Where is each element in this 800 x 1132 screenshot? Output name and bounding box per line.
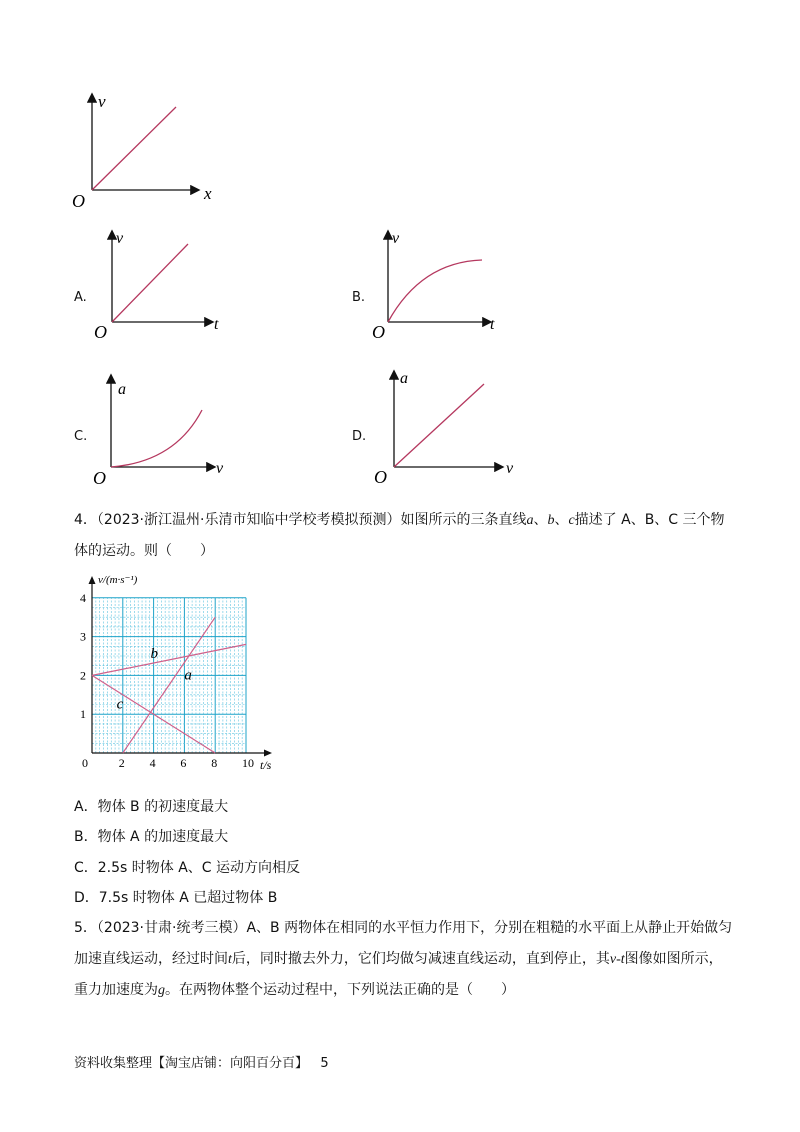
- page-number: 5: [320, 1056, 329, 1071]
- q5-var-g: g: [158, 983, 165, 998]
- q4-sep-1: 、: [533, 512, 548, 528]
- q4-text-2: 描述了 A、B、C 三个物: [574, 512, 725, 528]
- option-d-y-label: a: [400, 370, 408, 387]
- q5-text-2a: 加速直线运动，经过时间: [74, 951, 228, 967]
- option-d-origin: O: [374, 467, 387, 487]
- option-c-y-label: a: [118, 381, 126, 398]
- q4-line-1: [74, 510, 725, 531]
- option-a-x-label: t: [214, 316, 219, 333]
- y-tick-label: 2: [80, 668, 86, 683]
- y-axis-arrow: [89, 576, 96, 584]
- page-footer: [74, 1052, 329, 1071]
- x-tick-label: 4: [149, 756, 156, 770]
- q4-var-c: c: [568, 513, 575, 528]
- option-a-y-label: v: [116, 230, 124, 247]
- x-axis-title: t/s: [260, 758, 272, 772]
- q4-var-b: b: [547, 513, 555, 528]
- q5-text-3a: 重力加速度为: [74, 982, 158, 998]
- q5-line-3: [74, 980, 515, 1001]
- y-tick-label: 1: [80, 707, 86, 722]
- q5-source: （2023·甘肃·统考三模）: [96, 920, 247, 936]
- chart-axes: [89, 576, 273, 757]
- chart-grid: [92, 598, 246, 753]
- top-x-axis-label: x: [204, 184, 212, 203]
- q5-line-1: [74, 918, 732, 938]
- option-a-graph: [88, 226, 238, 344]
- x-tick-label: 8: [211, 756, 218, 770]
- q4-text-1: 如图所示的三条直线: [400, 512, 527, 528]
- x-tick-label: 10: [242, 756, 254, 770]
- x-tick-label: 0: [82, 756, 88, 770]
- top-origin-label: O: [72, 191, 85, 211]
- option-c-x-label: v: [216, 460, 224, 477]
- y-tick-label: 4: [80, 590, 86, 605]
- q5-line-2: [74, 949, 723, 970]
- option-b-y-label: v: [392, 230, 400, 247]
- series-label-c: c: [116, 696, 124, 713]
- option-b-origin: O: [372, 322, 385, 342]
- q4-choice-c[interactable]: C．2.5s 时物体 A、C 运动方向相反: [74, 860, 301, 876]
- option-a-origin: O: [94, 322, 107, 342]
- y-tick-label: 3: [80, 629, 86, 644]
- option-c-origin: O: [93, 468, 106, 488]
- top-y-axis-label: v: [98, 92, 106, 111]
- q5-text-2c: 图像如图所示，: [624, 951, 723, 967]
- q4-line-2: 体的运动。则（ ）: [74, 543, 214, 559]
- option-d-x-label: v: [506, 460, 514, 477]
- q5-text-2b: 后，同时撤去外力，它们均做匀减速直线运动，直到停止，其: [231, 951, 610, 967]
- q4-source: （2023·浙江温州·乐清市知临中学校考模拟预测）: [96, 512, 401, 528]
- q4-choice-a[interactable]: A．物体 B 的初速度最大: [74, 799, 229, 815]
- q5-text-1: A、B 两物体在相同的水平恒力作用下，分别在粗糙的水平面上从静止开始做匀: [246, 920, 733, 936]
- q4-var-a: a: [526, 513, 534, 528]
- option-d-letter: D.: [352, 429, 367, 444]
- option-c-graph: [90, 370, 240, 488]
- q5-text-3b: 。在两物体整个运动过程中，下列说法正确的是（ ）: [165, 982, 515, 998]
- q4-number: 4．: [74, 512, 97, 528]
- x-axis-arrow: [264, 750, 272, 757]
- series-label-b: b: [150, 645, 159, 662]
- q4-vt-chart: [62, 566, 292, 776]
- x-tick-label: 2: [118, 756, 125, 770]
- q4-sep-2: 、: [554, 512, 569, 528]
- option-a-letter: A.: [74, 290, 87, 305]
- chart-labels: [80, 574, 272, 772]
- series-label-a: a: [184, 667, 192, 684]
- option-c-letter: C.: [74, 429, 88, 444]
- option-b-graph: [366, 226, 516, 344]
- q4-choice-d[interactable]: D．7.5s 时物体 A 已超过物体 B: [74, 890, 278, 906]
- q4-choice-b[interactable]: B．物体 A 的加速度最大: [74, 829, 229, 845]
- option-d-graph: [372, 366, 532, 488]
- y-axis-title: v/(m·s⁻¹): [98, 574, 138, 586]
- option-b-x-label: t: [490, 316, 495, 333]
- x-tick-label: 6: [180, 756, 187, 770]
- top-v-x-graph: [60, 85, 230, 215]
- q5-number: 5．: [74, 920, 97, 936]
- footer-text: 资料收集整理【淘宝店铺：向阳百分百】: [74, 1056, 309, 1071]
- q5-var-vt: v-t: [609, 952, 625, 967]
- q5-var-t: t: [228, 952, 232, 967]
- option-b-letter: B.: [352, 290, 366, 305]
